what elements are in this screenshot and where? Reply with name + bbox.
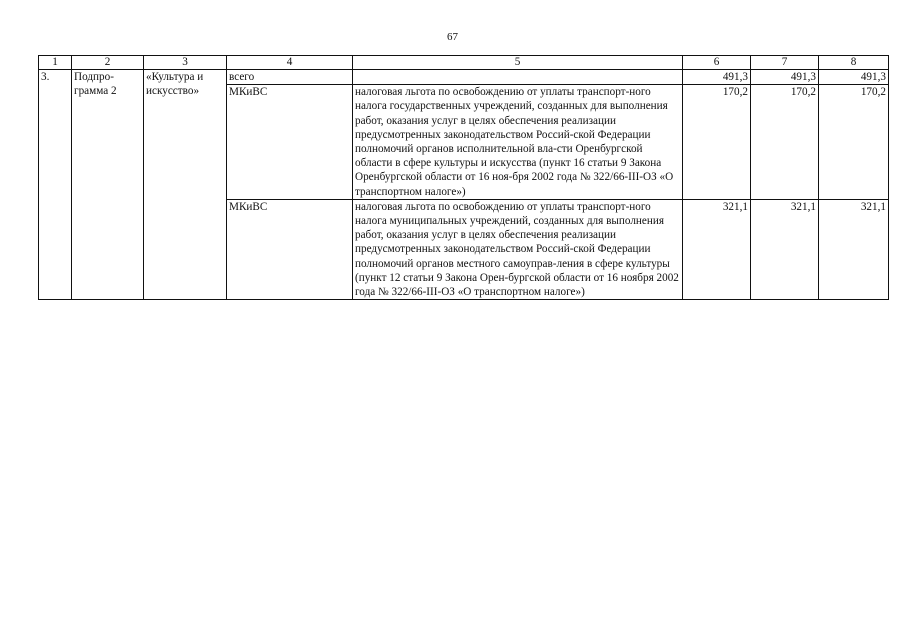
- budget-table: [38, 55, 889, 300]
- description-cell: [353, 70, 683, 85]
- col-header-5: 5: [353, 56, 683, 70]
- description-cell: налоговая льгота по освобождению от уплаты транспорт-ного налога муниципальных учреждений, созданных для выполнения работ, оказания услуг в целях обеспечения реализации предусмотренных законодательством Россий-ской Федерации полномочий органов местного самоуправ-ления в сфере культуры (пункт 12 статьи 9 Закона Орен-бургской области от 16 ноября 2002 года № 322/66-III-ОЗ «О транспортном налоге»): [353, 199, 683, 299]
- value-col6: 170,2: [683, 85, 751, 200]
- program-name: «Культура и искусство»: [144, 70, 227, 300]
- value-col8: 321,1: [819, 199, 889, 299]
- value-col7: 170,2: [751, 85, 819, 200]
- header-row: [39, 56, 889, 70]
- executor-cell: МКиВС: [227, 85, 353, 200]
- program-label: Подпро- грамма 2: [72, 70, 144, 300]
- row-index: 3.: [39, 70, 72, 300]
- col-header-1: 1: [39, 56, 72, 70]
- col-header-3: 3: [144, 56, 227, 70]
- value-col7: 321,1: [751, 199, 819, 299]
- executor-cell: всего: [227, 70, 353, 85]
- value-col6: 321,1: [683, 199, 751, 299]
- description-cell: налоговая льгота по освобождению от уплаты транспорт-ного налога государственных учреждений, созданных для выполнения работ, оказания услуг в целях обеспечения реализации предусмотренных законодательством Россий-ской Федерации полномочий органов исполнительной вла-сти Оренбургской области в сфере культуры и искусства (пункт 16 статьи 9 Закона Оренбургской области от 16 ноя-бря 2002 года № 322/66-III-ОЗ «О транспортном налоге»): [353, 85, 683, 200]
- table-row: [39, 70, 889, 85]
- value-col6: 491,3: [683, 70, 751, 85]
- executor-cell: МКиВС: [227, 199, 353, 299]
- value-col7: 491,3: [751, 70, 819, 85]
- col-header-6: 6: [683, 56, 751, 70]
- value-col8: 170,2: [819, 85, 889, 200]
- col-header-4: 4: [227, 56, 353, 70]
- value-col8: 491,3: [819, 70, 889, 85]
- col-header-2: 2: [72, 56, 144, 70]
- col-header-7: 7: [751, 56, 819, 70]
- page-number: 67: [447, 31, 458, 43]
- col-header-8: 8: [819, 56, 889, 70]
